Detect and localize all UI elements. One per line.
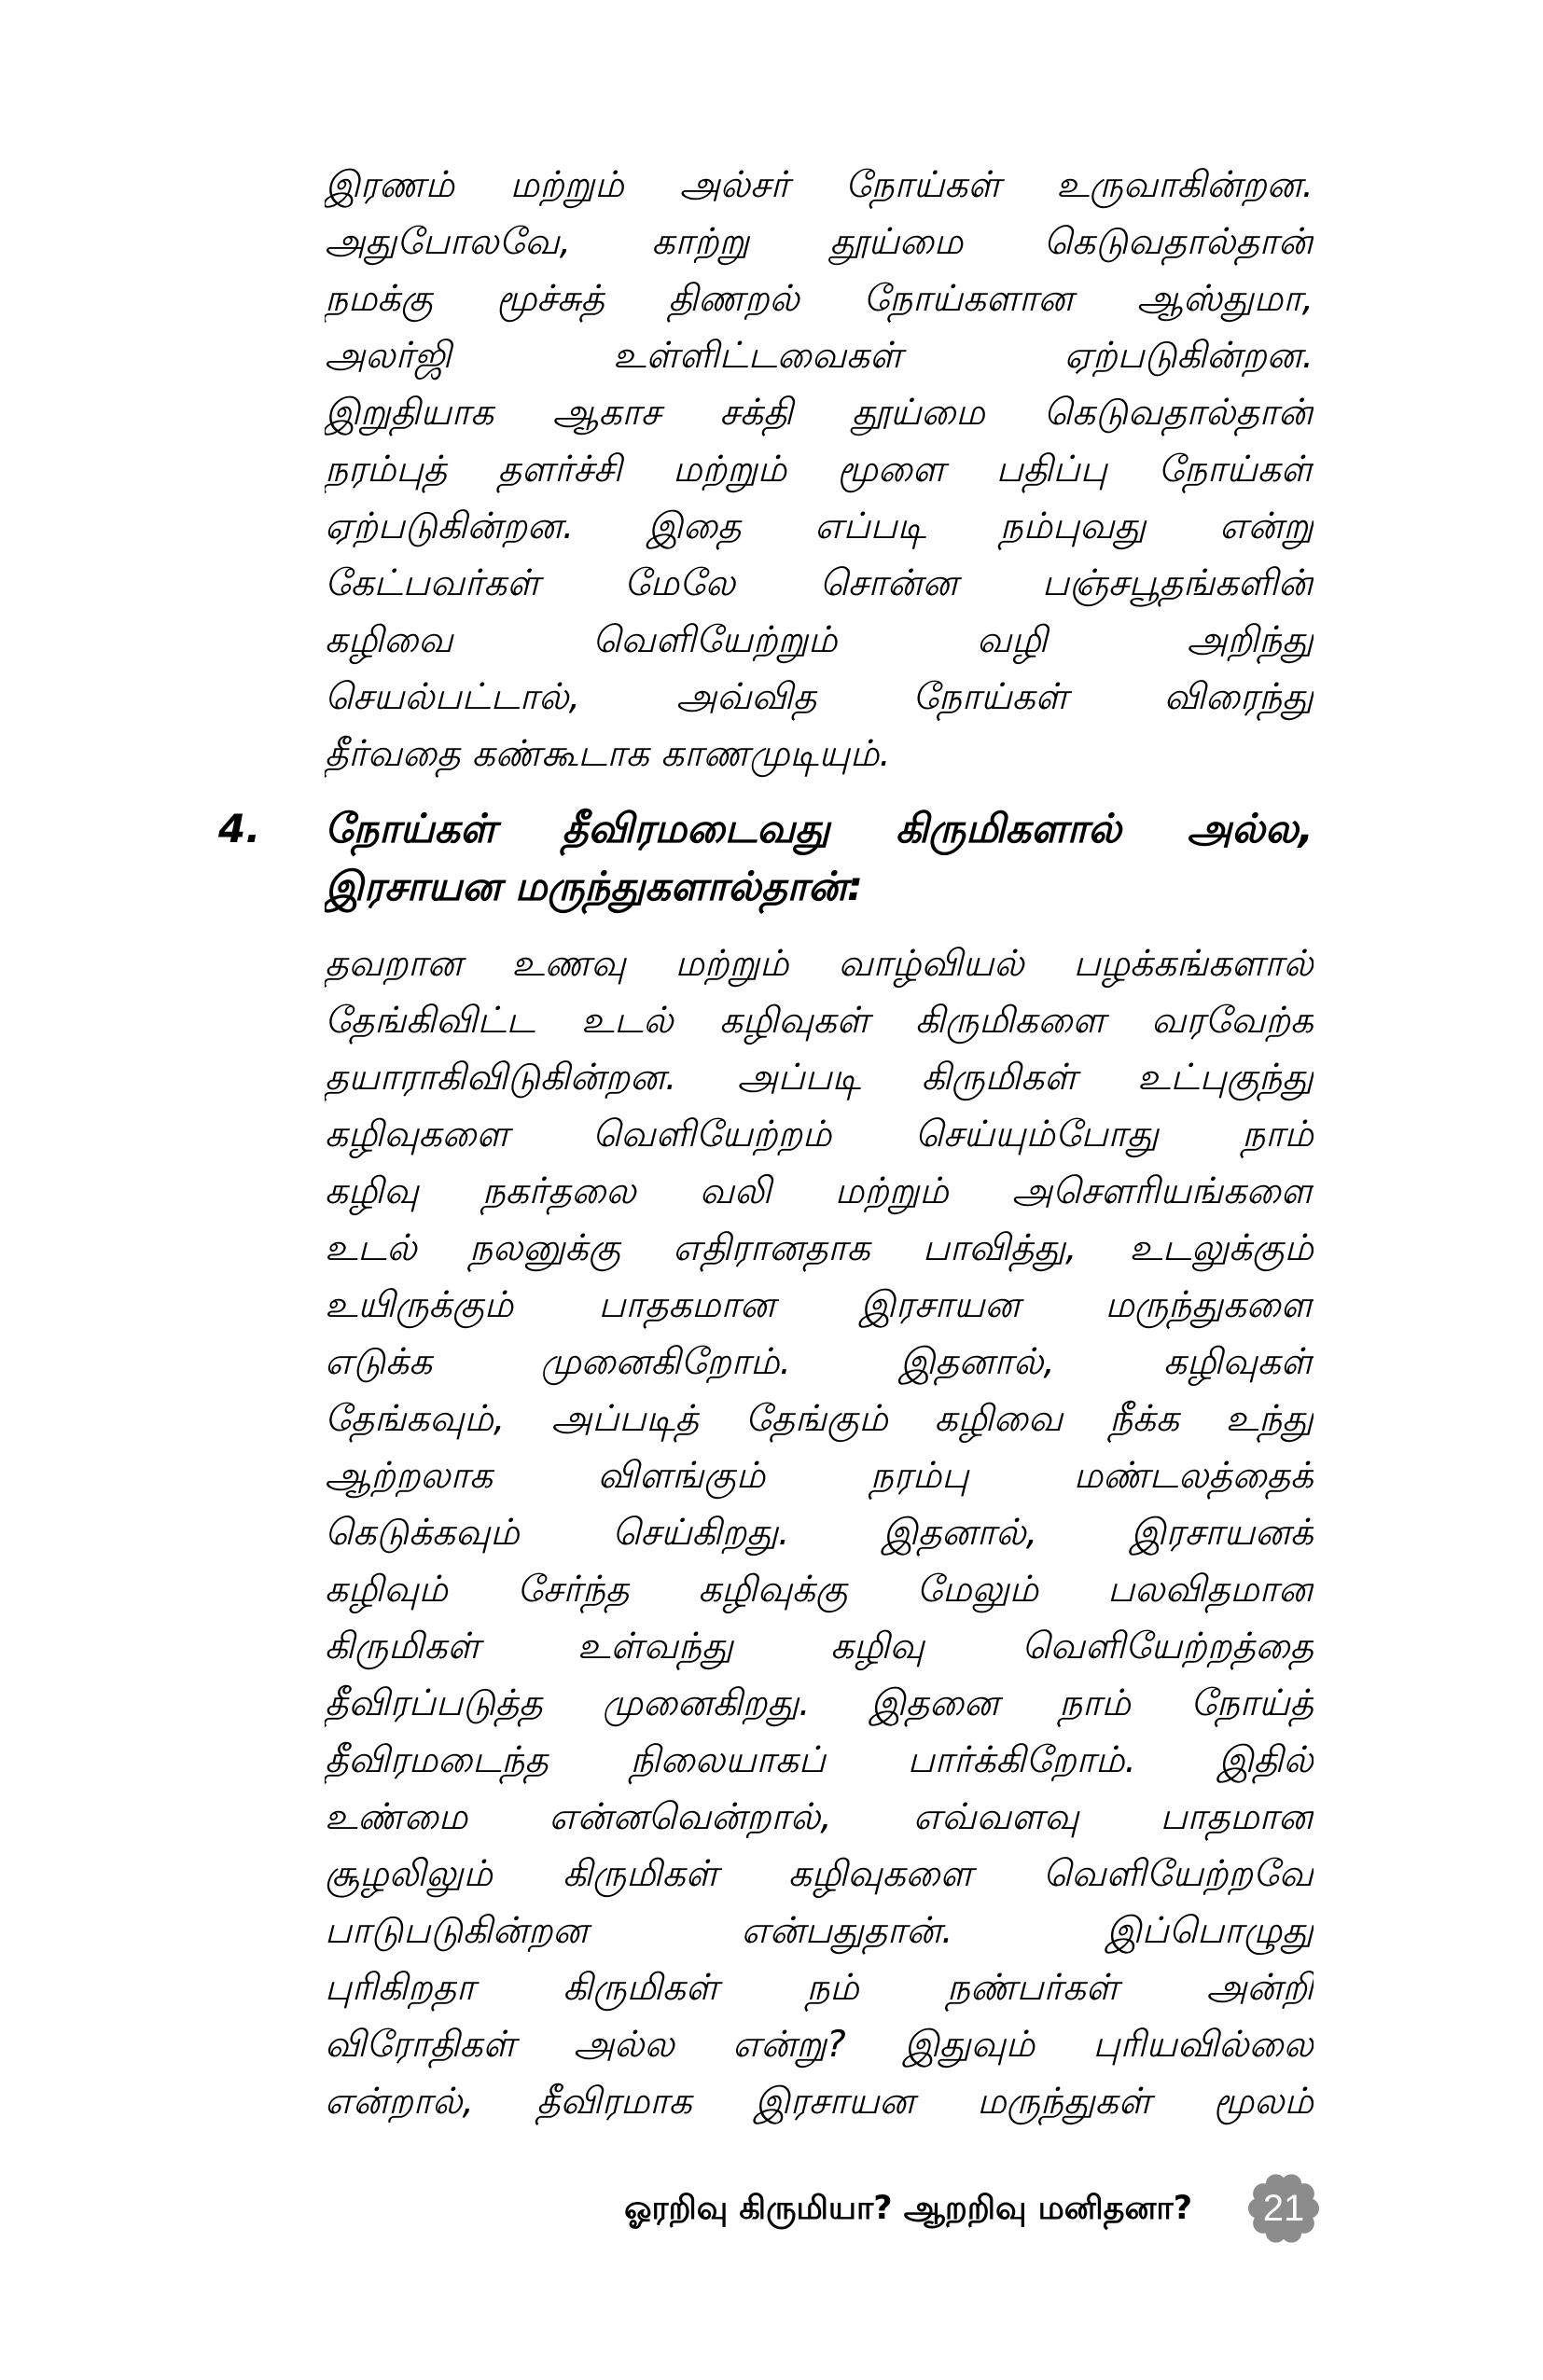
paragraph-main: [325, 935, 1314, 2130]
text-line: உயிருக்கும் பாதகமான இரசாயன மருந்துகளை: [325, 1284, 1314, 1326]
text-line: நமக்கு மூச்சுத் திணறல் நோய்களான ஆஸ்துமா,: [325, 278, 1314, 320]
heading-line: இரசாயன மருந்துகளால்தான்:: [325, 864, 864, 910]
page-number-badge: [1248, 2173, 1319, 2244]
text-line: எடுக்க முனைகிறோம். இதனால், கழிவுகள்: [325, 1341, 1314, 1383]
section-heading: [325, 800, 1314, 916]
text-line: நரம்புத் தளர்ச்சி மற்றும் மூளை பதிப்பு நோய்கள்: [325, 449, 1314, 491]
text-line: கழிவு நகர்தலை வலி மற்றும் அசௌரியங்களை: [325, 1170, 1314, 1212]
text-line: கிருமிகள் உள்வந்து கழிவு வெளியேற்றத்தை: [325, 1626, 1314, 1667]
text-line: கேட்பவர்கள் மேலே சொன்ன பஞ்சபூதங்களின்: [325, 562, 1314, 604]
page-number: 21: [1262, 2188, 1305, 2229]
text-line: என்றால், தீவிரமாக இரசாயன மருந்துகள் மூலம்: [325, 2081, 1314, 2123]
text-line: சூழலிலும் கிருமிகள் கழிவுகளை வெளியேற்றவே: [325, 1853, 1314, 1895]
text-line: செயல்பட்டால், அவ்வித நோய்கள் விரைந்து: [325, 676, 1314, 718]
text-line: தீவிரப்படுத்த முனைகிறது. இதனை நாம் நோய்த்: [325, 1682, 1314, 1724]
text-line: அலர்ஜி உள்ளிட்டவைகள் ஏற்படுகின்றன.: [325, 335, 1314, 377]
paragraph-top: [325, 157, 1314, 782]
text-line: ஏற்படுகின்றன. இதை எப்படி நம்புவது என்று: [325, 505, 1314, 547]
text-line: விரோதிகள் அல்ல என்று? இதுவும் புரியவில்லை: [325, 2024, 1314, 2066]
text-line: கழிவும் சேர்ந்த கழிவுக்கு மேலும் பலவிதமான: [325, 1569, 1314, 1611]
text-line: தேங்கிவிட்ட உடல் கழிவுகள் கிருமிகளை வரவேற்க: [325, 1000, 1314, 1042]
text-line: உண்மை என்னவென்றால், எவ்வளவு பாதமான: [325, 1796, 1314, 1838]
text-line: அதுபோலவே, காற்று தூய்மை கெடுவதால்தான்: [325, 221, 1314, 263]
text-line: இறுதியாக ஆகாச சக்தி தூய்மை கெடுவதால்தான்: [325, 392, 1314, 434]
text-line: ஆற்றலாக விளங்கும் நரம்பு மண்டலத்தைக்: [325, 1455, 1314, 1497]
text-line: தவறான உணவு மற்றும் வாழ்வியல் பழக்கங்களால்: [325, 943, 1314, 985]
text-line: தேங்கவும், அப்படித் தேங்கும் கழிவை நீக்க உந்து: [325, 1398, 1314, 1440]
text-line: பாடுபடுகின்றன என்பதுதான். இப்பொழுது: [325, 1910, 1314, 1952]
text-line: தயாராகிவிடுகின்றன. அப்படி கிருமிகள் உட்புகுந்து: [325, 1057, 1314, 1099]
footer-book-title: ஓரறிவு கிருமியா? ஆறறிவு மனிதனா?: [624, 2190, 1192, 2227]
text-line: புரிகிறதா கிருமிகள் நம் நண்பர்கள் அன்றி: [325, 1967, 1314, 2009]
text-line: உடல் நலனுக்கு எதிரானதாக பாவித்து, உடலுக்கும்: [325, 1227, 1314, 1269]
text-line: இரணம் மற்றும் அல்சர் நோய்கள் உருவாகின்றன.: [325, 164, 1314, 206]
text-line: கழிவுகளை வெளியேற்றம் செய்யும்போது நாம்: [325, 1114, 1314, 1155]
text-line: கெடுக்கவும் செய்கிறது. இதனால், இரசாயனக்: [325, 1512, 1314, 1554]
text-line: தீர்வதை கண்கூடாக காணமுடியும்.: [325, 733, 891, 775]
heading-line: நோய்கள் தீவிரமடைவது கிருமிகளால் அல்ல,: [325, 806, 1314, 852]
text-line: தீவிரமடைந்த நிலையாகப் பார்க்கிறோம். இதில்: [325, 1739, 1314, 1781]
page-footer: [522, 2173, 1325, 2244]
section-number: 4.: [218, 806, 261, 851]
text-line: கழிவை வெளியேற்றும் வழி அறிந்து: [325, 619, 1314, 661]
